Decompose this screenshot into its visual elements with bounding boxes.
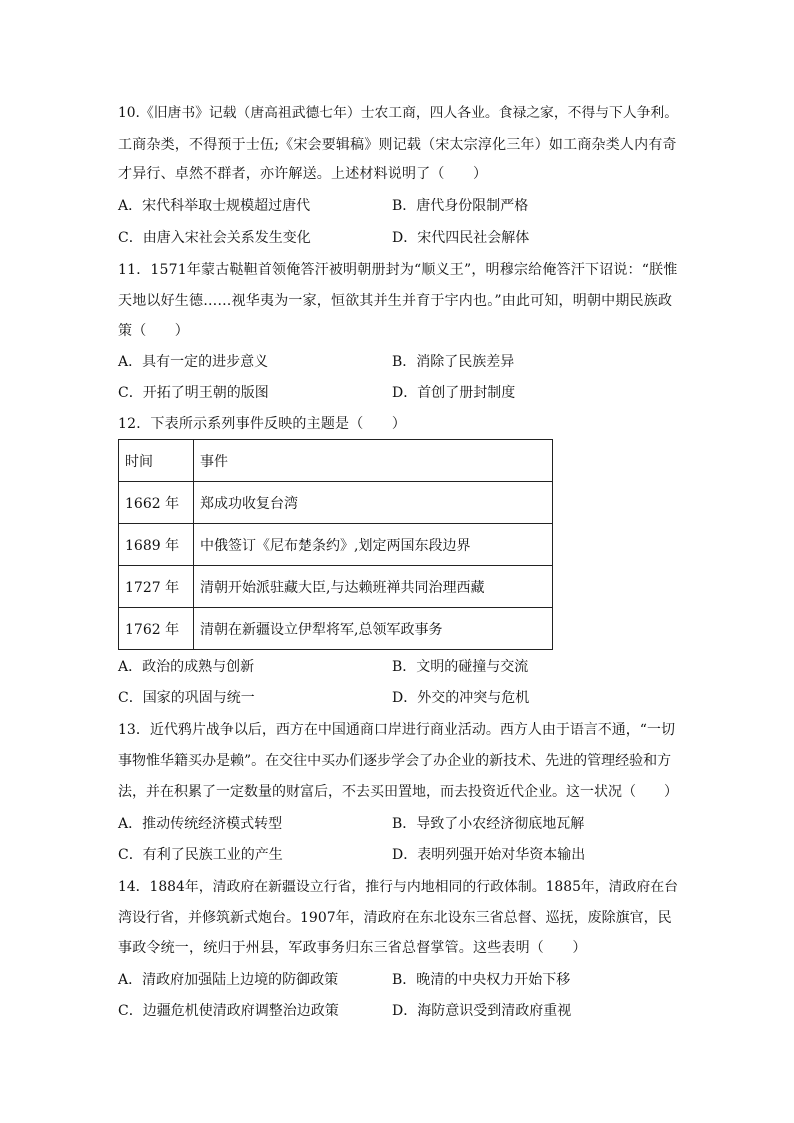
q11-option-a: A．具有一定的进步意义 xyxy=(118,354,269,370)
q13-option-d: D．表明列强开始对华资本输出 xyxy=(392,847,586,863)
q14-option-d: D．海防意识受到清政府重视 xyxy=(392,1003,572,1019)
table-header-row xyxy=(119,440,553,482)
table-cell-year: 1762 年 xyxy=(119,608,194,650)
table-header-event: 事件 xyxy=(194,440,553,482)
table-cell-year: 1662 年 xyxy=(119,482,194,524)
q11-option-b: B．消除了民族差异 xyxy=(392,354,515,370)
q11-line-2: 天地以好生德……视华夷为一家，恒欲其并生并育于宇内也。”由此可知，明朝中期民族政 xyxy=(118,293,673,309)
q14-option-c: C．边疆危机使清政府调整治边政策 xyxy=(118,1003,339,1019)
table-cell-event: 中俄签订《尼布楚条约》,划定两国东段边界 xyxy=(194,524,553,566)
q13-line-2: 事物惟华籍买办是赖”。在交往中买办们逐步学会了办企业的新技术、先进的管理经验和方 xyxy=(118,753,672,769)
q13-line-1: 13．近代鸦片战争以后，西方在中国通商口岸进行商业活动。西方人由于语言不通，“一切 xyxy=(118,722,675,738)
events-table xyxy=(118,439,553,650)
q13-option-c: C．有利了民族工业的产生 xyxy=(118,847,283,863)
q12-option-c: C．国家的巩固与统一 xyxy=(118,690,255,706)
table-header-time: 时间 xyxy=(119,440,194,482)
q11-option-c: C．开拓了明王朝的版图 xyxy=(118,385,269,401)
table-cell-year: 1727 年 xyxy=(119,566,194,608)
table-row xyxy=(119,482,553,524)
q12-option-b: B．文明的碰撞与交流 xyxy=(392,659,529,675)
q10-option-b: B．唐代身份限制严格 xyxy=(392,198,529,214)
q14-option-b: B．晚清的中央权力开始下移 xyxy=(392,972,571,988)
q10-line-2: 工商杂类，不得预于士伍;《宋会要辑稿》则记载（宋太宗淳化三年）如工商杂类人内有奇 xyxy=(118,137,677,153)
q11-option-d: D．首创了册封制度 xyxy=(392,385,516,401)
q12-option-d: D．外交的冲突与危机 xyxy=(392,690,530,706)
q11-line-1: 11．1571年蒙古鞑靼首领俺答汗被明朝册封为“顺义王”，明穆宗给俺答汗下诏说：“朕惟 xyxy=(118,262,678,278)
table-cell-event: 清朝开始派驻藏大臣,与达赖班禅共同治理西藏 xyxy=(194,566,553,608)
q13-option-b: B．导致了小农经济彻底地瓦解 xyxy=(392,816,585,832)
q12-option-a: A．政治的成熟与创新 xyxy=(118,659,255,675)
table-row xyxy=(119,608,553,650)
q10-line-3: 才异行、卓然不群者，亦许解送。上述材料说明了（ ） xyxy=(118,166,488,182)
q13-option-a: A．推动传统经济模式转型 xyxy=(118,816,283,832)
table-row xyxy=(119,566,553,608)
q14-option-a: A．清政府加强陆上边境的防御政策 xyxy=(118,972,339,988)
table-cell-year: 1689 年 xyxy=(119,524,194,566)
q14-line-1: 14．1884年，清政府在新疆设立行省，推行与内地相同的行政体制。1885年，清政府在台 xyxy=(118,879,679,895)
q10-option-a: A．宋代科举取士规模超过唐代 xyxy=(118,198,311,214)
q12-line-1: 12．下表所示系列事件反映的主题是（ ） xyxy=(118,416,407,432)
q10-line-1: 10.《旧唐书》记载（唐高祖武德七年）士农工商，四人各业。食禄之家，不得与下人争利。 xyxy=(118,105,679,121)
q10-option-d: D．宋代四民社会解体 xyxy=(392,230,530,246)
table-row xyxy=(119,524,553,566)
q11-line-3: 策（ ） xyxy=(118,323,189,339)
q14-line-3: 事政令统一，统归于州县，军政事务归东三省总督掌管。这些表明（ ） xyxy=(118,940,587,956)
q14-line-2: 湾设行省，并修筑新式炮台。1907年，清政府在东北设东三省总督、巡抚，废除旗官，民 xyxy=(118,910,672,926)
table-cell-event: 清朝在新疆设立伊犁将军,总领军政事务 xyxy=(194,608,553,650)
table-cell-event: 郑成功收复台湾 xyxy=(194,482,553,524)
q13-line-3: 法，并在积累了一定数量的财富后，不去买田置地，而去投资近代企业。这一状况（ ） xyxy=(118,784,678,800)
q10-option-c: C．由唐入宋社会关系发生变化 xyxy=(118,230,311,246)
